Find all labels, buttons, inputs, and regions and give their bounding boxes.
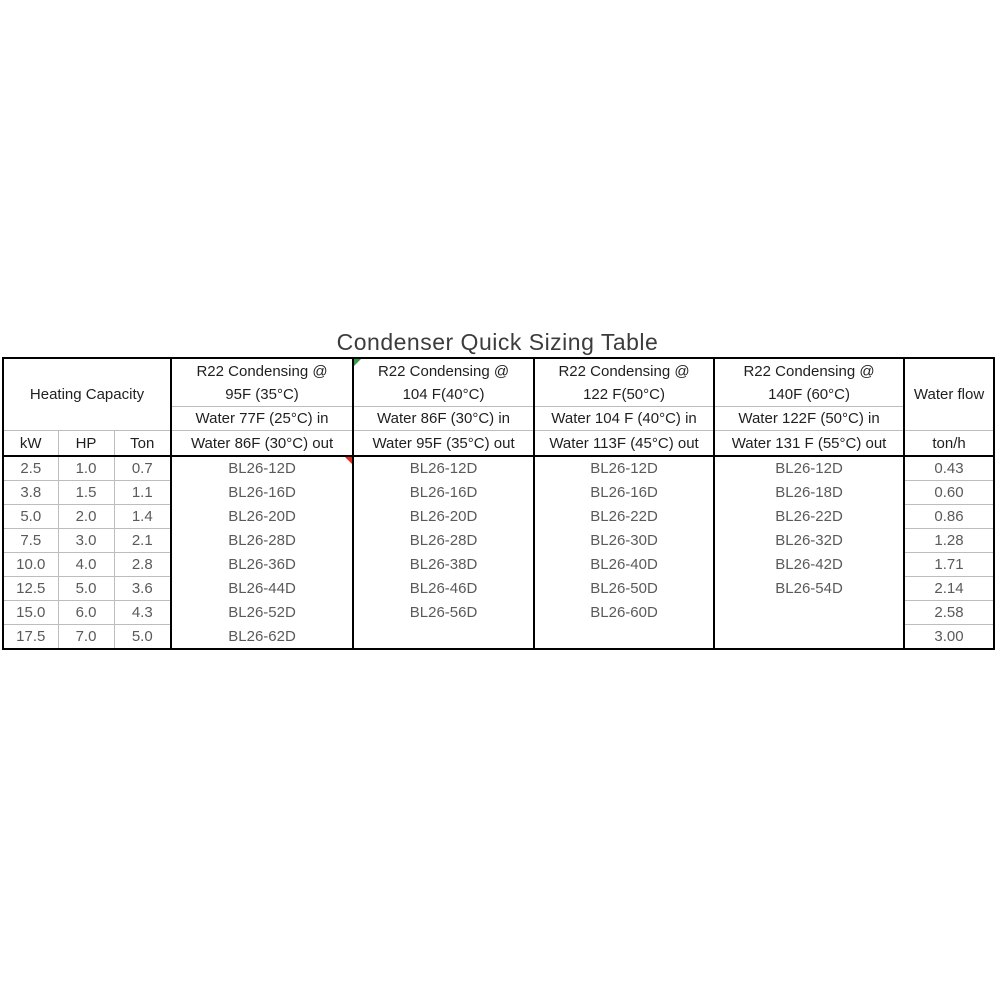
table-row (3, 456, 994, 481)
kw-cell: 15.0 (3, 601, 58, 625)
kw-cell: 12.5 (3, 577, 58, 601)
model-cell-122f: BL26-30D (534, 529, 714, 553)
condensing-header-104f (353, 358, 534, 407)
model-cell-95f: BL26-52D (171, 601, 353, 625)
model-cell-104f: BL26-28D (353, 529, 534, 553)
model-cell-95f: BL26-62D (171, 625, 353, 650)
water-out-header-122f: Water 113F (45°C) out (534, 431, 714, 457)
page-title: Condenser Quick Sizing Table (336, 329, 659, 355)
model-cell-95f: BL26-28D (171, 529, 353, 553)
kw-cell: 17.5 (3, 625, 58, 650)
model-cell-104f: BL26-56D (353, 601, 534, 625)
unit-header-kw: kW (3, 431, 58, 457)
model-cell-95f: BL26-16D (171, 481, 353, 505)
model-text: BL26-12D (228, 460, 296, 478)
model-cell-122f: BL26-50D (534, 577, 714, 601)
flow-cell: 0.60 (904, 481, 994, 505)
hp-cell: 2.0 (58, 505, 114, 529)
ton-cell: 1.4 (114, 505, 171, 529)
flow-cell: 0.43 (904, 456, 994, 481)
ton-cell: 3.6 (114, 577, 171, 601)
condensing-header-122f-line2: 122 F(50°C) (583, 385, 665, 403)
model-cell-104f: BL26-38D (353, 553, 534, 577)
ton-cell: 5.0 (114, 625, 171, 650)
table-row (3, 577, 994, 601)
model-cell-122f: BL26-12D (534, 456, 714, 481)
kw-cell: 10.0 (3, 553, 58, 577)
condensing-header-140f (714, 358, 904, 407)
water-out-header-104f: Water 95F (35°C) out (353, 431, 534, 457)
model-cell-140f (714, 601, 904, 625)
ton-cell: 0.7 (114, 456, 171, 481)
condensing-header-95f (171, 358, 353, 407)
model-cell-122f (534, 625, 714, 650)
condensing-header-95f-line2: 95F (35°C) (225, 385, 299, 403)
hp-cell: 1.0 (58, 456, 114, 481)
model-cell-122f: BL26-60D (534, 601, 714, 625)
model-cell-104f: BL26-20D (353, 505, 534, 529)
model-cell-104f: BL26-46D (353, 577, 534, 601)
model-cell-122f: BL26-16D (534, 481, 714, 505)
water-out-header-140f: Water 131 F (55°C) out (714, 431, 904, 457)
condensing-header-122f-line1: R22 Condensing @ (558, 362, 690, 380)
hp-cell: 5.0 (58, 577, 114, 601)
model-cell-95f: BL26-36D (171, 553, 353, 577)
hp-cell: 6.0 (58, 601, 114, 625)
model-cell-95f (171, 456, 353, 481)
ton-cell: 1.1 (114, 481, 171, 505)
kw-cell: 7.5 (3, 529, 58, 553)
hp-cell: 7.0 (58, 625, 114, 650)
model-cell-140f: BL26-42D (714, 553, 904, 577)
table-row (3, 625, 994, 650)
water-flow-unit-header: ton/h (904, 431, 994, 457)
water-in-header-140f: Water 122F (50°C) in (714, 407, 904, 431)
condenser-sizing-table (2, 357, 995, 650)
water-in-header-104f: Water 86F (30°C) in (353, 407, 534, 431)
condensing-header-140f-line2: 140F (60°C) (768, 385, 850, 403)
comment-triangle-icon (345, 457, 352, 464)
flow-cell: 2.14 (904, 577, 994, 601)
water-out-header-95f: Water 86F (30°C) out (171, 431, 353, 457)
heating-capacity-header: Heating Capacity (3, 358, 171, 431)
model-cell-140f: BL26-18D (714, 481, 904, 505)
condensing-header-95f-line1: R22 Condensing @ (196, 362, 328, 380)
model-cell-122f: BL26-22D (534, 505, 714, 529)
table-row (3, 601, 994, 625)
ton-cell: 2.8 (114, 553, 171, 577)
model-cell-95f: BL26-20D (171, 505, 353, 529)
flow-cell: 3.00 (934, 628, 964, 645)
model-cell-104f (353, 625, 534, 650)
condensing-header-122f (534, 358, 714, 407)
model-cell-104f: BL26-12D (353, 456, 534, 481)
ton-cell: 2.1 (114, 529, 171, 553)
table-row (3, 529, 994, 553)
kw-cell: 3.8 (3, 481, 58, 505)
model-cell-140f: BL26-12D (714, 456, 904, 481)
unit-header-hp: HP (58, 431, 114, 457)
flow-cell: 1.71 (904, 553, 994, 577)
flow-cell: 0.86 (904, 505, 994, 529)
water-in-header-95f: Water 77F (25°C) in (171, 407, 353, 431)
table-row (3, 553, 994, 577)
hp-cell: 4.0 (58, 553, 114, 577)
flow-cell: 2.58 (904, 601, 994, 625)
kw-cell: 2.5 (3, 456, 58, 481)
model-cell-140f: BL26-32D (714, 529, 904, 553)
model-cell-95f: BL26-44D (171, 577, 353, 601)
flow-cell: 1.28 (904, 529, 994, 553)
unit-header-ton: Ton (114, 431, 171, 457)
ton-cell: 4.3 (114, 601, 171, 625)
model-cell-140f: BL26-22D (714, 505, 904, 529)
model-cell-122f: BL26-40D (534, 553, 714, 577)
condensing-header-140f-line1: R22 Condensing @ (743, 362, 875, 380)
table-row (3, 481, 994, 505)
model-cell-140f (714, 625, 904, 650)
model-cell-140f: BL26-54D (714, 577, 904, 601)
hp-cell: 1.5 (58, 481, 114, 505)
hp-cell: 3.0 (58, 529, 114, 553)
condensing-header-104f-line2: 104 F(40°C) (402, 385, 485, 403)
smart-tag-triangle-icon (354, 359, 361, 366)
kw-cell: 5.0 (3, 505, 58, 529)
condensing-header-104f-line1: R22 Condensing @ (377, 362, 510, 380)
water-flow-header: Water flow (904, 358, 994, 431)
table-row (3, 505, 994, 529)
model-cell-104f: BL26-16D (353, 481, 534, 505)
water-in-header-122f: Water 104 F (40°C) in (534, 407, 714, 431)
